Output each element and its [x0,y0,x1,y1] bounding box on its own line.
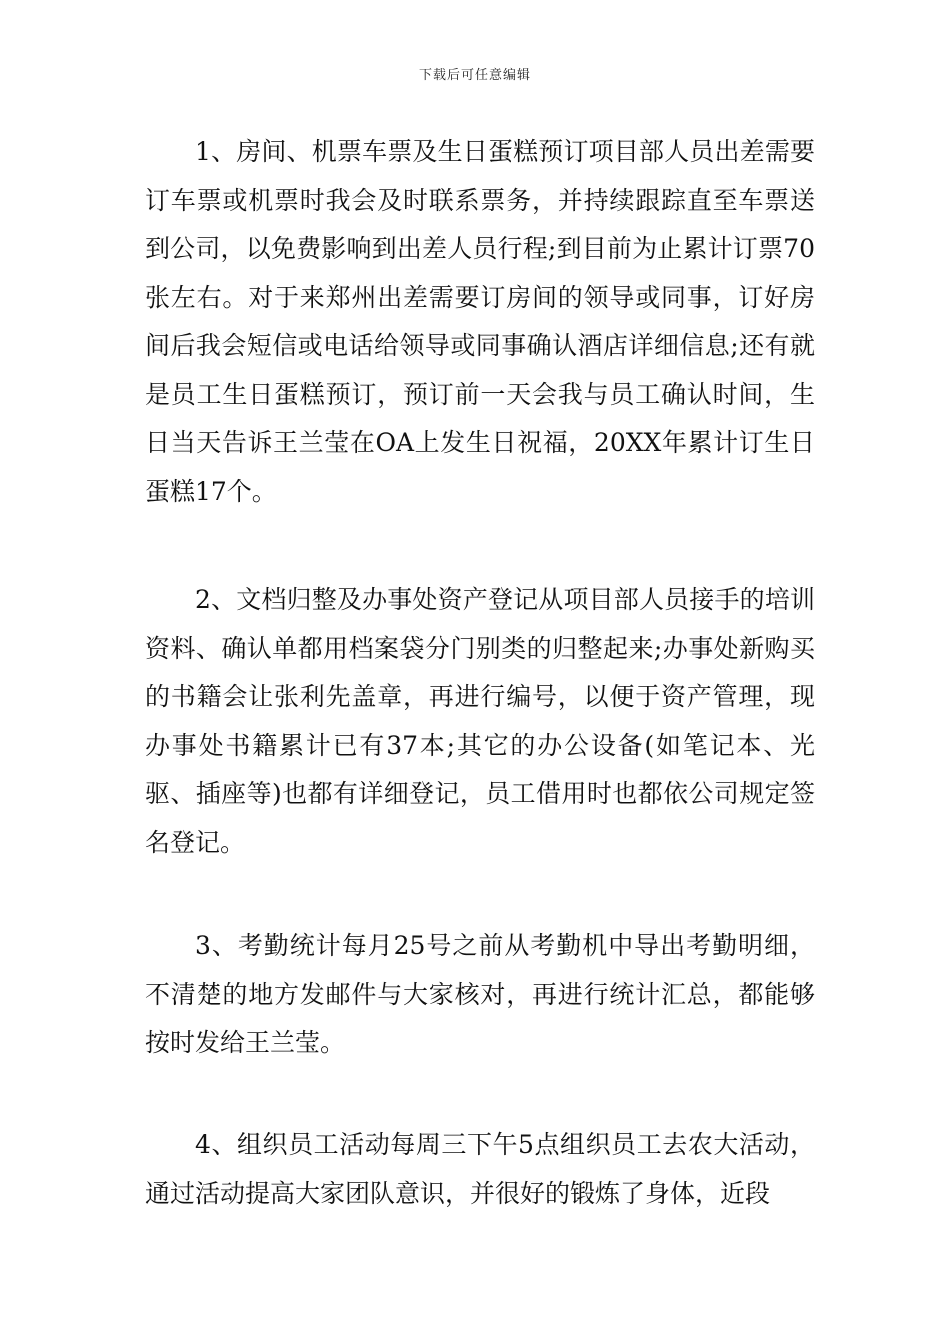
paragraph-3: 3、考勤统计每月25号之前从考勤机中导出考勤明细，不清楚的地方发邮件与大家核对，再进行统计汇总，都能够按时发给王兰莹。 [145,931,815,1057]
paragraph-2: 2、文档归整及办事处资产登记从项目部人员接手的培训资料、确认单都用档案袋分门别类的归整起来;办事处新购买的书籍会让张利先盖章，再进行编号，以便于资产管理，现办事处书籍累计已有37本;其它的办公设备(如笔记本、光驱、插座等)也都有详细登记，员工借用时也都依公司规定签名登记。 [145,585,815,857]
paragraph-4: 4、组织员工活动每周三下午5点组织员工去农大活动，通过活动提高大家团队意识，并很好的锻炼了身体，近段 [145,1130,815,1208]
header-note: 下载后可任意编辑 [418,68,531,83]
paragraph-1: 1、房间、机票车票及生日蛋糕预订项目部人员出差需要订车票或机票时我会及时联系票务，并持续跟踪直至车票送到公司，以免费影响到出差人员行程;到目前为止累计订票70张左右。对于来郑州出差需要订房间的领导或同事，订好房间后我会短信或电话给领导或同事确认酒店详细信息;还有就是员工生日蛋糕预订，预订前一天会我与员工确认时间，生日当天告诉王兰莹在OA上发生日祝福，20XX年累计订生日蛋糕17个。 [145,137,815,506]
